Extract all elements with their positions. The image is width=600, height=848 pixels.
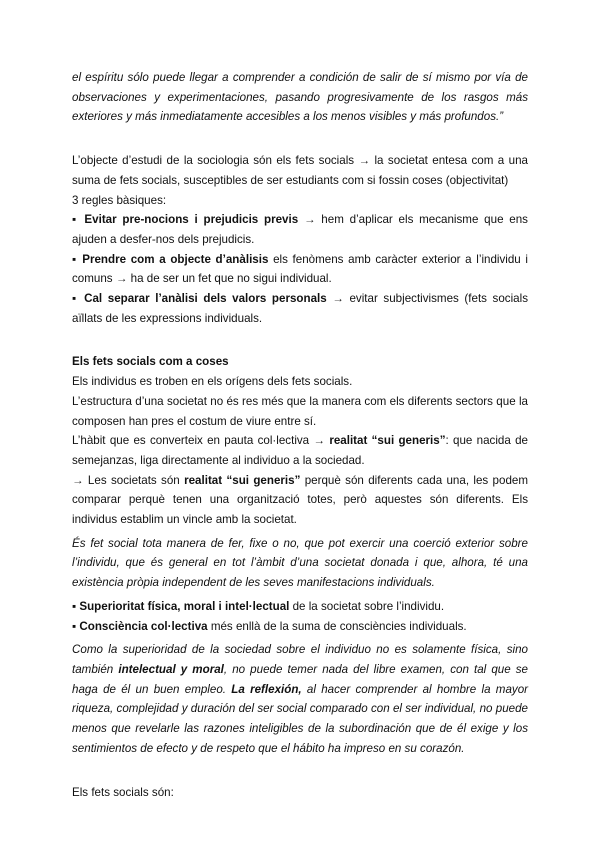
section-paragraph-3-bold: realitat “sui generis” — [329, 434, 446, 448]
quote-bottom-text-1: Como la superioridad de la sociedad sobre el individuo no es solamente física, sino también — [72, 643, 528, 676]
section-paragraph-3-pre: L’hàbit que es converteix en pauta col·lectiva → — [72, 434, 330, 448]
bullet-icon: ▪ — [72, 213, 79, 227]
bullet-icon: ▪ — [72, 599, 77, 613]
superiority-item-1-bold: Superioritat física, moral i intel·lectual — [79, 599, 290, 613]
rules-heading: 3 regles bàsiques: — [72, 193, 167, 207]
quote-bottom-bold-1: intelectual y moral — [118, 662, 224, 676]
rule-item-3 — [72, 289, 528, 328]
section-paragraph-3 — [72, 431, 528, 470]
quote-paragraph-bottom — [72, 640, 528, 758]
rule-item-1-text: → hem d’aplicar els mecanisme que ens ajuden a desfer-nos dels prejudicis. — [72, 213, 528, 246]
superiority-item-1 — [72, 597, 528, 617]
rule-item-1 — [72, 210, 528, 249]
definition-paragraph: És fet social tota manera de fer, fixe o no, que pot exercir una coerció exterior sobre l’individu, que és general en tot l’àmbit d’una societat donada i que, alhora, té una existència pròpia independent de les seves manifestacions individuals. — [72, 536, 528, 590]
bullet-icon: ▪ — [72, 619, 77, 633]
rule-item-2-bold: Prendre com a objecte d’anàlisis — [82, 252, 269, 266]
section-paragraph-4-post: perquè són diferents cada una, les podem comparar perquè tenen una organització totes, però aquestes són diferents. Els individus establim un vincle amb la societat. — [72, 473, 528, 527]
superiority-item-2 — [72, 617, 528, 637]
quote-bottom-bold-2: La reflexión, — [231, 682, 302, 696]
section-paragraph-1: Els individus es troben en els orígens dels fets socials. — [72, 375, 353, 389]
quote-paragraph-top: el espíritu sólo puede llegar a comprender a condición de salir de sí mismo por vía de observaciones y experimentaciones, pasando progresivamente de los rasgos más exteriores y más inmediatamente accesibles a los menos visibles y más profundos.” — [72, 71, 528, 124]
bullet-icon: ▪ — [72, 252, 78, 266]
quote-bottom-text-2: , no puede temer nada del libre examen, con tal que se haga de él un buen empleo. — [72, 662, 529, 696]
rule-item-3-text: → evitar subjectivismes (fets socials aïllats de les expressions individuals. — [72, 292, 528, 325]
quote-bottom-text-3: al hacer comprender al hombre la mayor riqueza, complejidad y duración del ser social comparado con el ser individual, no puede menos que revelarle las razones inteligibles de la subordinación que de él exige y los sentimientos de efecto y de respeto que el hábito ha impreso en su corazón. — [72, 682, 528, 755]
section-paragraph-4 — [72, 471, 528, 530]
superiority-item-2-bold: Consciència col·lectiva — [79, 619, 208, 633]
bullet-icon: ▪ — [72, 292, 79, 306]
superiority-item-1-text: de la societat sobre l’individu. — [289, 599, 445, 613]
closing-line: Els fets socials són: — [72, 785, 174, 799]
document-page — [72, 68, 528, 802]
rule-item-1-bold: Evitar pre-nocions i prejudicis previs — [84, 213, 299, 227]
rule-item-2-text: els fenòmens amb caràcter exterior a l’individu i comuns → ha de ser un fet que no sigui individual. — [72, 252, 528, 286]
section-paragraph-3-post: : que nacida de semejanzas, liga directamente al individuo a la sociedad. — [72, 434, 528, 467]
section-paragraph-4-bold: realitat “sui generis” — [184, 473, 301, 487]
section-paragraph-4-pre: → Les societats són — [72, 473, 185, 487]
superiority-item-2-text: més enllà de la suma de consciències individuals. — [207, 619, 467, 633]
section-title: Els fets socials com a coses — [72, 355, 229, 369]
section-paragraph-2: L’estructura d’una societat no és res més que la manera com els diferents sectors que la composen han pres el costum de viure entre sí. — [72, 394, 528, 428]
rule-item-2 — [72, 250, 528, 289]
rule-item-3-bold: Cal separar l’anàlisi dels valors personals — [84, 292, 327, 306]
object-paragraph: L’objecte d’estudi de la sociologia són els fets socials → la societat entesa com a una suma de fets socials, susceptibles de ser estudiants com si fossin coses (objectivitat) — [72, 154, 528, 187]
